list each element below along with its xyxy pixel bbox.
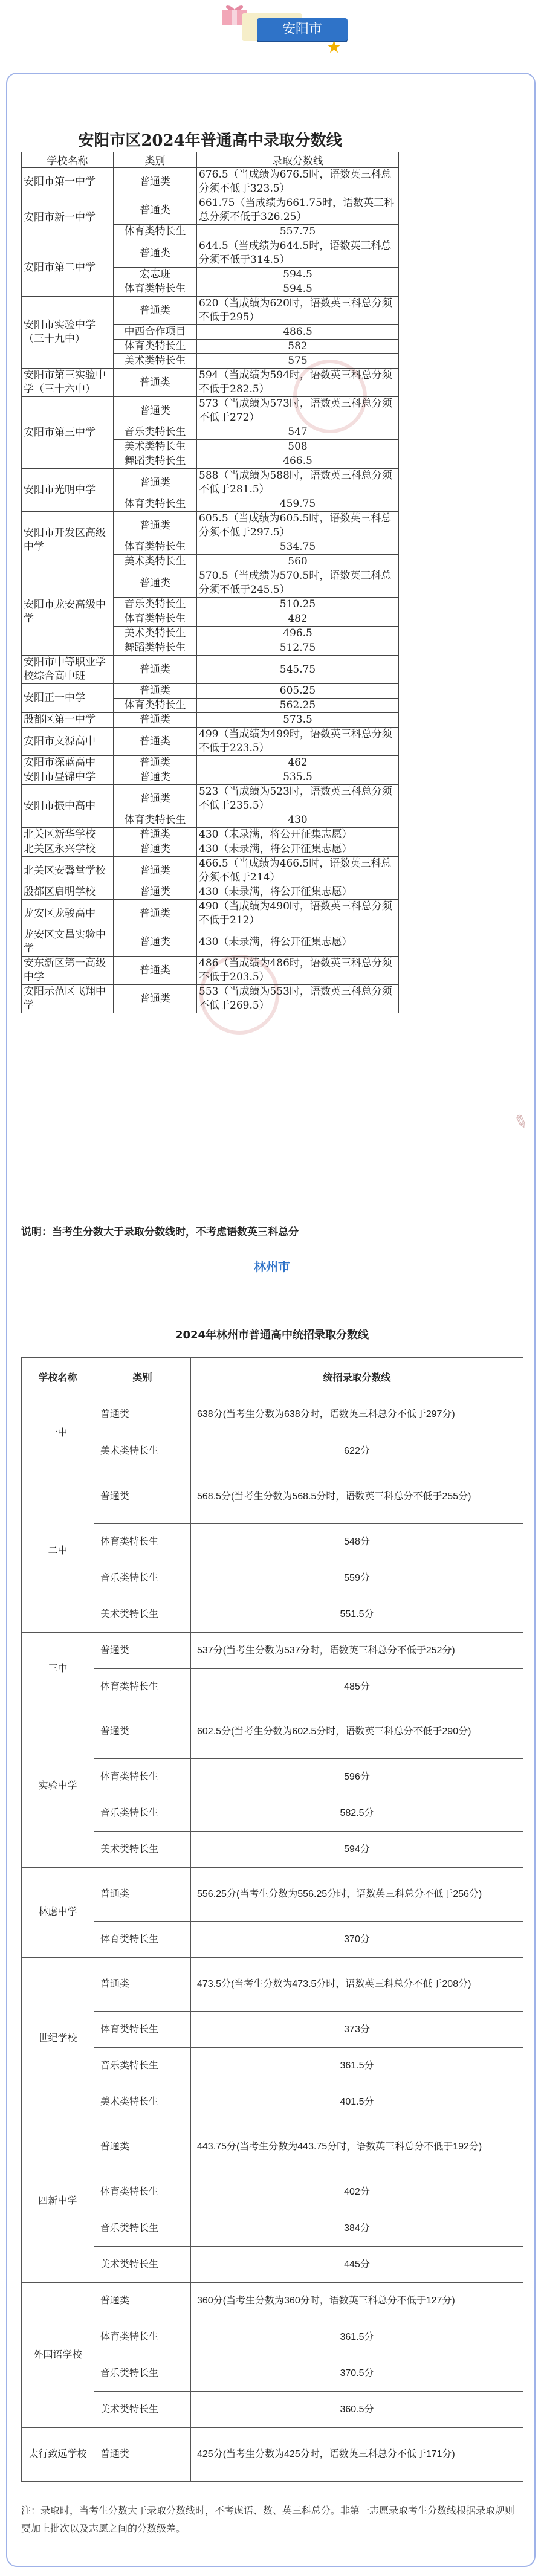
school-name-cell: 安阳市文源高中 bbox=[22, 728, 114, 756]
category-cell: 普通类 bbox=[114, 785, 197, 813]
school-name-cell: 三中 bbox=[22, 1633, 94, 1705]
score-cell: 490（当成绩为490时，语数英三科总分须不低于212） bbox=[197, 900, 399, 928]
school-name-cell: 安阳市昼锦中学 bbox=[22, 770, 114, 785]
anyang-table-section bbox=[21, 130, 398, 1221]
table-row bbox=[22, 397, 399, 425]
school-name-cell: 北关区新华学校 bbox=[22, 828, 114, 842]
category-cell: 美术类特长生 bbox=[94, 1832, 191, 1868]
category-cell: 美术类特长生 bbox=[94, 1433, 191, 1470]
score-cell: 360.5分 bbox=[191, 2392, 523, 2428]
category-cell: 体育类特长生 bbox=[114, 225, 197, 239]
score-cell: 496.5 bbox=[197, 627, 399, 641]
category-cell: 体育类特长生 bbox=[114, 540, 197, 555]
score-cell: 370分 bbox=[191, 1922, 523, 1958]
score-cell: 548分 bbox=[191, 1524, 523, 1560]
table-row bbox=[22, 1795, 523, 1832]
school-name-cell: 安阳正一中学 bbox=[22, 684, 114, 713]
score-cell: 535.5 bbox=[197, 770, 399, 785]
category-cell: 普通类 bbox=[114, 239, 197, 268]
table-row bbox=[22, 2392, 523, 2428]
pencil-decoration-icon: ✎ bbox=[511, 1109, 531, 1134]
category-cell: 普通类 bbox=[114, 957, 197, 985]
table-row bbox=[22, 828, 399, 842]
school-name-cell: 安阳市第三中学 bbox=[22, 397, 114, 469]
category-cell: 体育类特长生 bbox=[94, 2174, 191, 2210]
score-cell: 594.5 bbox=[197, 282, 399, 297]
school-name-cell: 安阳市第二中学 bbox=[22, 239, 114, 297]
score-cell: 562.25 bbox=[197, 699, 399, 713]
table-row bbox=[22, 957, 399, 985]
table-row bbox=[22, 1396, 523, 1433]
score-cell: 462 bbox=[197, 756, 399, 770]
score-cell: 523（当成绩为523时，语数英三科总分须不低于235.5） bbox=[197, 785, 399, 813]
category-cell: 宏志班 bbox=[114, 268, 197, 282]
score-cell: 605.5（当成绩为605.5时，语数英三科总分须不低于297.5） bbox=[197, 512, 399, 540]
table-row bbox=[22, 1832, 523, 1868]
school-name-cell: 实验中学 bbox=[22, 1705, 94, 1868]
table-row bbox=[22, 728, 399, 756]
table-row bbox=[22, 928, 399, 957]
school-name-cell: 一中 bbox=[22, 1396, 94, 1470]
category-cell: 普通类 bbox=[114, 569, 197, 598]
score-cell: 553（当成绩为553时，语数英三科总分须不低于269.5） bbox=[197, 985, 399, 1013]
star-icon: ★ bbox=[326, 37, 342, 57]
table-row bbox=[22, 168, 399, 196]
category-cell: 音乐类特长生 bbox=[94, 2048, 191, 2084]
category-cell: 体育类特长生 bbox=[114, 813, 197, 828]
score-cell: 602.5分(当考生分数为602.5分时，语数英三科总分不低于290分) bbox=[191, 1705, 523, 1759]
score-cell: 430 bbox=[197, 813, 399, 828]
score-cell: 588（当成绩为588时，语数英三科总分须不低于281.5） bbox=[197, 469, 399, 497]
category-cell: 普通类 bbox=[114, 469, 197, 497]
table-row bbox=[22, 1669, 523, 1705]
category-cell: 音乐类特长生 bbox=[114, 598, 197, 612]
category-cell: 普通类 bbox=[94, 1470, 191, 1524]
school-name-cell: 殷都区第一中学 bbox=[22, 713, 114, 728]
column-header: 类别 bbox=[114, 152, 197, 168]
category-cell: 普通类 bbox=[114, 656, 197, 684]
column-header: 学校名称 bbox=[22, 152, 114, 168]
table-row bbox=[22, 842, 399, 857]
score-cell: 445分 bbox=[191, 2247, 523, 2283]
score-cell: 568.5分(当考生分数为568.5分时，语数英三科总分不低于255分) bbox=[191, 1470, 523, 1524]
score-cell: 534.75 bbox=[197, 540, 399, 555]
table-row bbox=[22, 2210, 523, 2247]
table-row bbox=[22, 569, 399, 598]
school-name-cell: 四新中学 bbox=[22, 2120, 94, 2283]
category-cell: 美术类特长生 bbox=[114, 440, 197, 454]
score-cell: 573.5 bbox=[197, 713, 399, 728]
score-cell: 360分(当考生分数为360分时，语数英三科总分不低于127分) bbox=[191, 2283, 523, 2319]
category-cell: 体育类特长生 bbox=[114, 699, 197, 713]
school-name-cell: 安阳示范区飞翔中学 bbox=[22, 985, 114, 1013]
school-name-cell: 安阳市实验中学（三十九中） bbox=[22, 297, 114, 369]
anyang-table-body bbox=[22, 168, 399, 1013]
school-name-cell: 世纪学校 bbox=[22, 1958, 94, 2120]
column-header: 学校名称 bbox=[22, 1358, 94, 1396]
school-name-cell: 二中 bbox=[22, 1470, 94, 1633]
score-cell: 402分 bbox=[191, 2174, 523, 2210]
school-name-cell: 外国语学校 bbox=[22, 2283, 94, 2428]
score-cell: 575 bbox=[197, 354, 399, 369]
anyang-table-title: 安阳市区2024年普通高中录取分数线 bbox=[78, 132, 342, 150]
table-row bbox=[22, 369, 399, 397]
category-cell: 普通类 bbox=[114, 857, 197, 885]
table-row bbox=[22, 770, 399, 785]
table-row bbox=[22, 469, 399, 497]
category-cell: 美术类特长生 bbox=[114, 627, 197, 641]
score-cell: 459.75 bbox=[197, 497, 399, 512]
category-cell: 音乐类特长生 bbox=[114, 425, 197, 440]
table-row bbox=[22, 2319, 523, 2355]
category-cell: 音乐类特长生 bbox=[94, 1560, 191, 1596]
table-row bbox=[22, 857, 399, 885]
school-name-cell: 安阳市新一中学 bbox=[22, 196, 114, 239]
header-banner bbox=[0, 0, 544, 66]
category-cell: 美术类特长生 bbox=[114, 354, 197, 369]
score-cell: 560 bbox=[197, 555, 399, 569]
score-cell: 594.5 bbox=[197, 268, 399, 282]
category-cell: 体育类特长生 bbox=[94, 1524, 191, 1560]
score-cell: 510.25 bbox=[197, 598, 399, 612]
category-cell: 普通类 bbox=[114, 728, 197, 756]
score-cell: 384分 bbox=[191, 2210, 523, 2247]
category-cell: 普通类 bbox=[114, 828, 197, 842]
category-cell: 普通类 bbox=[94, 2283, 191, 2319]
school-name-cell: 安阳市第三实验中学（三十六中） bbox=[22, 369, 114, 397]
score-cell: 466.5 bbox=[197, 454, 399, 469]
table-row bbox=[22, 885, 399, 900]
category-cell: 普通类 bbox=[94, 1705, 191, 1759]
linzhou-table-body bbox=[22, 1396, 523, 2482]
category-cell: 体育类特长生 bbox=[114, 340, 197, 354]
score-cell: 545.75 bbox=[197, 656, 399, 684]
category-cell: 体育类特长生 bbox=[114, 497, 197, 512]
category-cell: 体育类特长生 bbox=[114, 612, 197, 627]
category-cell: 普通类 bbox=[114, 369, 197, 397]
table-row bbox=[22, 900, 399, 928]
score-cell: 594分 bbox=[191, 1832, 523, 1868]
column-header: 类别 bbox=[94, 1358, 191, 1396]
category-cell: 普通类 bbox=[114, 756, 197, 770]
category-cell: 普通类 bbox=[94, 1633, 191, 1669]
table-row bbox=[22, 2048, 523, 2084]
anyang-score-table bbox=[21, 130, 399, 1013]
score-cell: 620（当成绩为620时，语数英三科总分须不低于295） bbox=[197, 297, 399, 325]
column-header: 录取分数线 bbox=[197, 152, 399, 168]
category-cell: 体育类特长生 bbox=[94, 1922, 191, 1958]
score-cell: 556.25分(当考生分数为556.25分时，语数英三科总分不低于256分) bbox=[191, 1868, 523, 1922]
score-cell: 551.5分 bbox=[191, 1596, 523, 1633]
score-cell: 430（未录满，将公开征集志愿） bbox=[197, 928, 399, 957]
anyang-note: 说明：当考生分数大于录取分数线时，不考虑语数英三科总分 bbox=[21, 1226, 299, 1238]
score-cell: 485分 bbox=[191, 1669, 523, 1705]
score-cell: 425分(当考生分数为425分时，语数英三科总分不低于171分) bbox=[191, 2428, 523, 2482]
category-cell: 普通类 bbox=[94, 1396, 191, 1433]
score-cell: 361.5分 bbox=[191, 2319, 523, 2355]
category-cell: 普通类 bbox=[94, 1958, 191, 2012]
category-cell: 普通类 bbox=[114, 842, 197, 857]
score-cell: 512.75 bbox=[197, 641, 399, 656]
score-cell: 582.5分 bbox=[191, 1795, 523, 1832]
table-row bbox=[22, 1596, 523, 1633]
table-row bbox=[22, 785, 399, 813]
school-name-cell: 殷都区启明学校 bbox=[22, 885, 114, 900]
city-label-linzhou: 林州市 bbox=[254, 1259, 290, 1274]
table-row bbox=[22, 656, 399, 684]
table-row bbox=[22, 2428, 523, 2482]
linzhou-score-table bbox=[21, 1357, 523, 2482]
category-cell: 普通类 bbox=[114, 297, 197, 325]
category-cell: 普通类 bbox=[114, 684, 197, 699]
category-cell: 普通类 bbox=[94, 1868, 191, 1922]
linzhou-table-title: 2024年林州市普通高中统招录取分数线 bbox=[175, 1329, 369, 1341]
table-row bbox=[22, 2012, 523, 2048]
category-cell: 音乐类特长生 bbox=[94, 2210, 191, 2247]
table-row bbox=[22, 239, 399, 268]
score-cell: 594（当成绩为594时，语数英三科总分须不低于282.5） bbox=[197, 369, 399, 397]
score-cell: 430（未录满，将公开征集志愿） bbox=[197, 828, 399, 842]
table-row bbox=[22, 512, 399, 540]
table-row bbox=[22, 684, 399, 699]
category-cell: 普通类 bbox=[114, 900, 197, 928]
category-cell: 普通类 bbox=[114, 168, 197, 196]
school-name-cell: 安阳市中等职业学校综合高中班 bbox=[22, 656, 114, 684]
school-name-cell: 林虑中学 bbox=[22, 1868, 94, 1958]
category-cell: 美术类特长生 bbox=[114, 555, 197, 569]
linzhou-note: 注：录取时，当考生分数大于录取分数线时，不考虑语、数、英三科总分。非第一志愿录取考生分数线根据录取规则要加上批次以及志愿之间的分数级差。 bbox=[21, 2505, 515, 2534]
school-name-cell: 安阳市振中高中 bbox=[22, 785, 114, 828]
category-cell: 音乐类特长生 bbox=[94, 2355, 191, 2392]
category-cell: 体育类特长生 bbox=[94, 1669, 191, 1705]
school-name-cell: 安阳市第一中学 bbox=[22, 168, 114, 196]
table-row bbox=[22, 196, 399, 225]
score-cell: 676.5（当成绩为676.5时，语数英三科总分须不低于323.5） bbox=[197, 168, 399, 196]
score-cell: 482 bbox=[197, 612, 399, 627]
category-cell: 美术类特长生 bbox=[94, 2392, 191, 2428]
category-cell: 体育类特长生 bbox=[94, 2012, 191, 2048]
category-cell: 舞蹈类特长生 bbox=[114, 641, 197, 656]
category-cell: 体育类特长生 bbox=[94, 2319, 191, 2355]
city-label-anyang: 安阳市 bbox=[257, 18, 348, 41]
table-row bbox=[22, 1922, 523, 1958]
category-cell: 中西合作项目 bbox=[114, 325, 197, 340]
school-name-cell: 龙安区龙骏高中 bbox=[22, 900, 114, 928]
column-header: 统招录取分数线 bbox=[191, 1358, 523, 1396]
score-cell: 596分 bbox=[191, 1759, 523, 1795]
table-row bbox=[22, 713, 399, 728]
score-cell: 570.5（当成绩为570.5时，语数英三科总分须不低于245.5） bbox=[197, 569, 399, 598]
category-cell: 体育类特长生 bbox=[114, 282, 197, 297]
table-header-row bbox=[22, 1358, 523, 1396]
school-name-cell: 安东新区第一高级中学 bbox=[22, 957, 114, 985]
score-cell: 661.75（当成绩为661.75时，语数英三科总分须不低于326.25） bbox=[197, 196, 399, 225]
table-row bbox=[22, 2247, 523, 2283]
score-cell: 605.25 bbox=[197, 684, 399, 699]
category-cell: 普通类 bbox=[114, 985, 197, 1013]
table-row bbox=[22, 1524, 523, 1560]
school-name-cell: 龙安区文昌实验中学 bbox=[22, 928, 114, 957]
table-row bbox=[22, 985, 399, 1013]
score-cell: 622分 bbox=[191, 1433, 523, 1470]
score-cell: 644.5（当成绩为644.5时，语数英三科总分须不低于314.5） bbox=[197, 239, 399, 268]
school-name-cell: 北关区安馨堂学校 bbox=[22, 857, 114, 885]
category-cell: 普通类 bbox=[114, 713, 197, 728]
score-cell: 473.5分(当考生分数为473.5分时，语数英三科总分不低于208分) bbox=[191, 1958, 523, 2012]
table-row bbox=[22, 2283, 523, 2319]
category-cell: 普通类 bbox=[114, 512, 197, 540]
school-name-cell: 安阳市龙安高级中学 bbox=[22, 569, 114, 656]
table-row bbox=[22, 1759, 523, 1795]
category-cell: 普通类 bbox=[114, 397, 197, 425]
score-cell: 638分(当考生分数为638分时，语数英三科总分不低于297分) bbox=[191, 1396, 523, 1433]
table-row bbox=[22, 1433, 523, 1470]
score-cell: 430（未录满，将公开征集志愿） bbox=[197, 885, 399, 900]
category-cell: 音乐类特长生 bbox=[94, 1795, 191, 1832]
category-cell: 普通类 bbox=[114, 770, 197, 785]
score-cell: 466.5（当成绩为466.5时，语数英三科总分须不低于214） bbox=[197, 857, 399, 885]
table-row bbox=[22, 2084, 523, 2120]
category-cell: 普通类 bbox=[114, 196, 197, 225]
category-cell: 普通类 bbox=[94, 2428, 191, 2482]
score-cell: 499（当成绩为499时，语数英三科总分须不低于223.5） bbox=[197, 728, 399, 756]
school-name-cell: 安阳市光明中学 bbox=[22, 469, 114, 512]
table-row bbox=[22, 756, 399, 770]
table-row bbox=[22, 1470, 523, 1524]
category-cell: 美术类特长生 bbox=[94, 1596, 191, 1633]
score-cell: 430（未录满，将公开征集志愿） bbox=[197, 842, 399, 857]
table-row bbox=[22, 1868, 523, 1922]
table-row bbox=[22, 1560, 523, 1596]
score-cell: 443.75分(当考生分数为443.75分时，语数英三科总分不低于192分) bbox=[191, 2120, 523, 2174]
category-cell: 美术类特长生 bbox=[94, 2247, 191, 2283]
category-cell: 普通类 bbox=[114, 928, 197, 957]
linzhou-table-section bbox=[21, 1357, 523, 2482]
score-cell: 559分 bbox=[191, 1560, 523, 1596]
score-cell: 401.5分 bbox=[191, 2084, 523, 2120]
school-name-cell: 安阳市开发区高级中学 bbox=[22, 512, 114, 569]
score-cell: 508 bbox=[197, 440, 399, 454]
category-cell: 普通类 bbox=[114, 885, 197, 900]
score-cell: 486.5 bbox=[197, 325, 399, 340]
score-cell: 373分 bbox=[191, 2012, 523, 2048]
table-row bbox=[22, 2174, 523, 2210]
score-cell: 573（当成绩为573时，语数英三科总分须不低于272） bbox=[197, 397, 399, 425]
category-cell: 舞蹈类特长生 bbox=[114, 454, 197, 469]
score-cell: 547 bbox=[197, 425, 399, 440]
table-row bbox=[22, 297, 399, 325]
score-cell: 582 bbox=[197, 340, 399, 354]
table-row bbox=[22, 1705, 523, 1759]
table-row bbox=[22, 2355, 523, 2392]
category-cell: 普通类 bbox=[94, 2120, 191, 2174]
category-cell: 体育类特长生 bbox=[94, 1759, 191, 1795]
score-cell: 486（当成绩为486时，语数英三科总分须不低于203.5） bbox=[197, 957, 399, 985]
score-cell: 370.5分 bbox=[191, 2355, 523, 2392]
table-header-row bbox=[22, 152, 399, 168]
school-name-cell: 太行致远学校 bbox=[22, 2428, 94, 2482]
category-cell: 美术类特长生 bbox=[94, 2084, 191, 2120]
school-name-cell: 北关区永兴学校 bbox=[22, 842, 114, 857]
score-cell: 537分(当考生分数为537分时，语数英三科总分不低于252分) bbox=[191, 1633, 523, 1669]
score-cell: 361.5分 bbox=[191, 2048, 523, 2084]
table-row bbox=[22, 1633, 523, 1669]
score-cell: 557.75 bbox=[197, 225, 399, 239]
table-row bbox=[22, 1958, 523, 2012]
school-name-cell: 安阳市深蓝高中 bbox=[22, 756, 114, 770]
table-row bbox=[22, 2120, 523, 2174]
